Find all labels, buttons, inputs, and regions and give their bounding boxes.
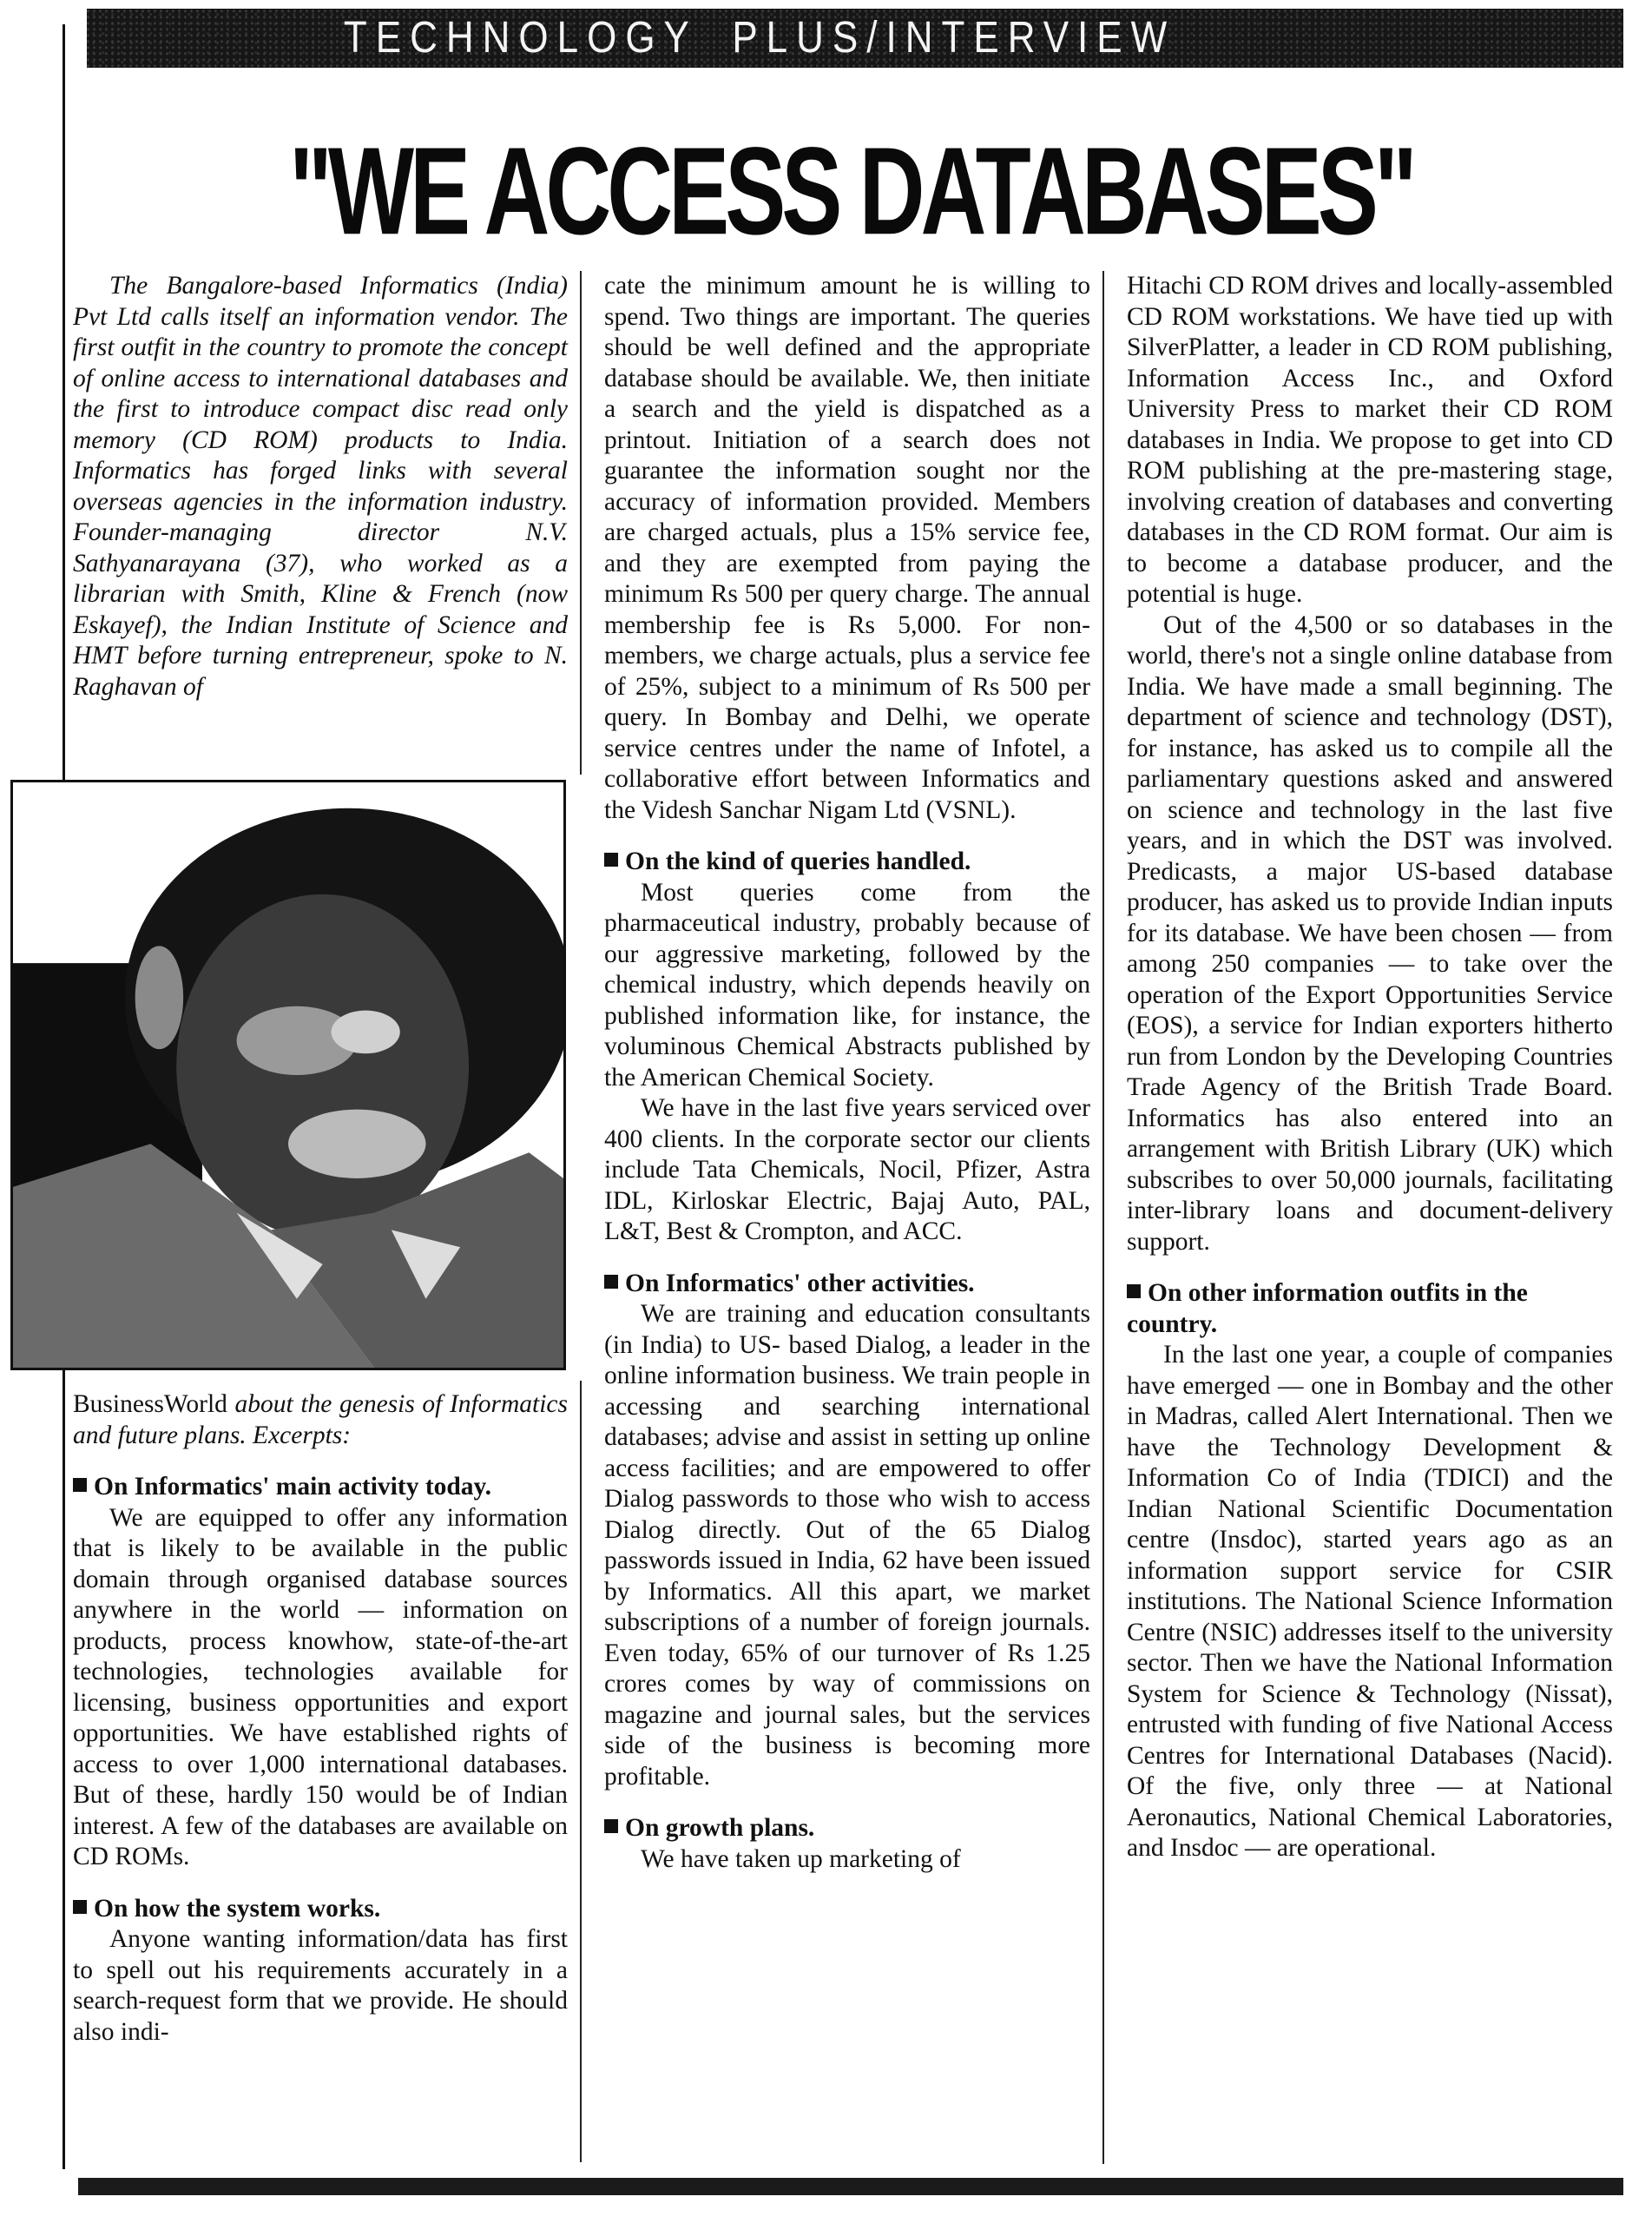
column-3 — [1127, 271, 1613, 1864]
paragraph: We are training and education consultants (in India) to US- based Dialog, a leader in the online information business. We train people in accessing and searching international databases; advise and assist in setting up online access facilities; and are empowered to offer Dialog passwords to those who wish to access Dialog directly. Out of the 65 Dialog passwords issued in India, 62 have been issued by Informatics. All this apart, we market subscriptions of a number of foreign journals. Even today, 65% of our turnover of Rs 1.25 crores comes by way of commissions on magazine and journal sales, but the services side of the business is becoming more profitable. — [604, 1300, 1090, 1791]
column-2 — [604, 271, 1090, 1875]
column-divider — [580, 1381, 582, 2162]
section-header-label: TECHNOLOGY PLUS/INTERVIEW — [343, 13, 1176, 63]
paragraph: In the last one year, a couple of companies have emerged — one in Bombay and the other in Madras, called Alert International. Then we have the Technology Development & Information Co of India (TDICI) and the Indian National Scientific Documentation centre (Insdoc), started years ago as an information support service for CSIR institutions. The National Science Information Centre (NSIC) addresses itself to the university sector. Then we have the National Information System for Science & Technology (Nissat), entrusted with funding of five National Access Centres for International Databases (Nacid). Of the five, only three — at National Aeronautics, National Chemical Laboratories, and Insdoc — are operational. — [1127, 1341, 1613, 1862]
paragraph: Out of the 4,500 or so databases in the world, there's not a single online database from India. We have made a small beginning. The department of science and technology (DST), for instance, has asked us to compile all the parliamentary questions asked and answered on science and technology in the last five years, and in which the DST was involved. Predicasts, a major US-based database producer, has asked us to provide Indian inputs for its database. We have been chosen — from among 250 companies — to take over the operation of the Export Opportunities Service (EOS), a service for Indian exporters hitherto run from London by the Developing Countries Trade Agency of the British Trade Board. Informatics has also entered into an arrangement with British Library (UK) which subscribes to over 50,000 journals, facilitating inter-library loans and document-delivery support. — [1127, 610, 1613, 1256]
intro-continuation-text: about the genesis of Informatics and future plans. Excerpts: — [73, 1390, 569, 1449]
square-bullet-icon — [604, 1819, 618, 1833]
column-1-lower — [73, 1389, 568, 2048]
bottom-rule-bar — [78, 2178, 1623, 2195]
section-heading-other-outfits: On other information outfits in the country. — [1127, 1279, 1528, 1338]
section-heading-how-system-works: On how the system works. — [73, 1894, 568, 1925]
square-bullet-icon — [604, 853, 618, 867]
paragraph: Anyone wanting information/data has first to spell out his requirements accurately in a search-request form that we provide. He should also indi- — [73, 1925, 568, 2046]
section-heading-growth-plans: On growth plans. — [604, 1813, 1090, 1844]
square-bullet-icon — [604, 1275, 618, 1289]
section-header-bar — [87, 9, 1623, 68]
paragraph: We are equipped to offer any information that is likely to be available in the public domain through organised database sources anywhere in the world — information on products, process knowhow, state-of-the-art technologies, technologies available for licensing, business opportunities and export opportunities. We have established rights of access to over 1,000 international databases. But of these, hardly 150 would be of Indian interest. A few of the databases are available on CD ROMs. — [73, 1503, 568, 1870]
column-divider — [1102, 271, 1104, 2164]
section-heading-queries-handled: On the kind of queries handled. — [604, 847, 1090, 878]
intro-continuation — [73, 1389, 568, 1451]
person-portrait-icon — [13, 782, 563, 1368]
square-bullet-icon — [73, 1478, 87, 1492]
section-heading-main-activity: On Informatics' main activity today. — [73, 1472, 568, 1503]
interviewee-photo — [10, 780, 566, 1370]
paragraph: Hitachi CD ROM drives and locally-assembled CD ROM workstations. We have tied up with SilverPlatter, a leader in CD ROM publishing, Information Access Inc., and Oxford University Press to market their CD ROM databases in India. We propose to get into CD ROM publishing at the pre-mastering stage, involving creation of databases and converting databases in the CD ROM format. Our aim is to become a database producer, and the potential is huge. — [1127, 272, 1613, 608]
publication-name: BusinessWorld — [73, 1390, 227, 1418]
square-bullet-icon — [73, 1900, 87, 1914]
paragraph: Most queries come from the pharmaceutical industry, probably because of our aggressive marketing, followed by the chemical industry, which depends heavily on published information like, for instance, the voluminous Chemical Abstracts published by the American Chemical Society. — [604, 878, 1090, 1092]
intro-text: The Bangalore-based Informatics (India) Pvt Ltd calls itself an information vendor. The first outfit in the country to promote the concept of online access to international databases and the first to introduce compact disc read only memory (CD ROM) products to India. Informatics has forged links with several overseas agencies in the information industry. Founder-managing director N.V. Sathyanarayana (37), who worked as a librarian with Smith, Kline & French (now Eskayef), the Indian Institute of Science and HMT before turning entrepreneur, spoke to N. Raghavan of — [73, 272, 568, 701]
paragraph: cate the minimum amount he is willing to spend. Two things are important. The queries should be well defined and the appropriate database should be available. We, then initiate a search and the yield is dispatched as a printout. Initiation of a search does not guarantee the information sought nor the accuracy of information provided. Members are charged actuals, plus a 15% service fee, and they are exempted from paying the minimum Rs 500 per query charge. The annual membership fee is Rs 5,000. For non-members, we charge actuals, plus a service fee of 25%, subject to a minimum of Rs 500 per query. In Bombay and Delhi, we operate service centres under the name of Infotel, a collaborative effort between Informatics and the Videsh Sanchar Nigam Ltd (VSNL). — [604, 272, 1090, 824]
headline — [286, 122, 1415, 261]
headline-text: "WE ACCESS DATABASES" — [288, 121, 1413, 261]
section-heading-other-activities: On Informatics' other activities. — [604, 1269, 1090, 1300]
column-divider — [580, 271, 582, 775]
intro-column — [73, 271, 568, 703]
square-bullet-icon — [1127, 1284, 1141, 1298]
paragraph: We have in the last five years serviced over 400 clients. In the corporate sector our clients include Tata Chemicals, Nocil, Pfizer, Astra IDL, Kirloskar Electric, Bajaj Auto, PAL, L&T, Best & Crompton, and ACC. — [604, 1094, 1090, 1245]
paragraph: We have taken up marketing of — [641, 1844, 961, 1873]
